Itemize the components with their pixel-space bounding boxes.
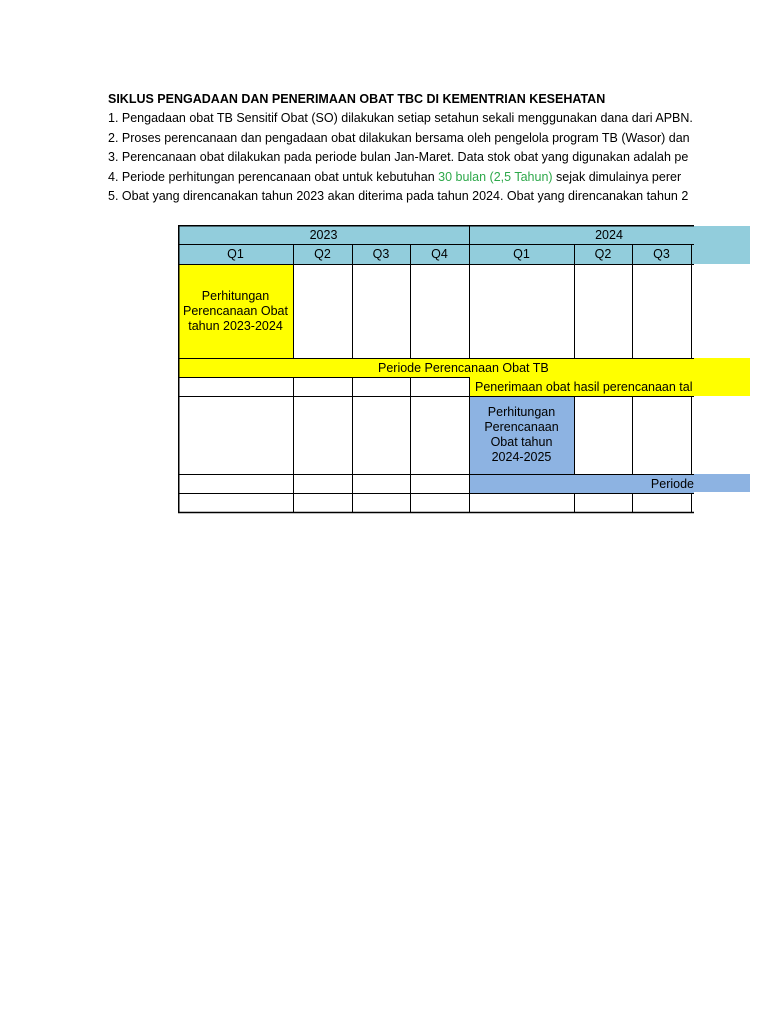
quarter-header: Q3: [653, 247, 670, 261]
note-line-3: 3. Perencanaan obat dilakukan pada periode bulan Jan-Maret. Data stok obat yang digunakan adalah pe: [108, 150, 689, 164]
document-text: [108, 90, 695, 207]
plan-2024-2025-label: Perhitungan Perencanaan Obat tahun 2024-2025: [484, 405, 559, 464]
plan-2023-2024-label: Perhitungan Perencanaan Obat tahun 2023-2024: [183, 288, 288, 333]
receipt-label: Penerimaan obat hasil perencanaan tal: [475, 379, 693, 394]
plan-period-label: Periode Perencanaan Obat TB: [378, 360, 549, 375]
note-line-1: 1. Pengadaan obat TB Sensitif Obat (SO) dilakukan setiap setahun sekali menggunakan dana dari APBN.: [108, 111, 693, 125]
note-line-4-before: 4. Periode perhitungan perencanaan obat untuk kebutuhan: [108, 169, 439, 184]
document-title: SIKLUS PENGADAAN DAN PENERIMAAN OBAT TBC DI KEMENTRIAN KESEHATAN: [108, 92, 606, 106]
quarter-header: Q4: [431, 247, 448, 261]
quarter-header: Q2: [314, 247, 331, 261]
year-2023-header: 2023: [309, 227, 338, 242]
note-line-4: [108, 168, 695, 188]
quarter-header: Q1: [513, 247, 530, 261]
plan-overflow-cell: [694, 358, 750, 396]
note-line-2: 2. Proses perencanaan dan pengadaan obat dilakukan bersama oleh pengelola program TB (Wasor) dan: [108, 130, 690, 145]
note-line-4-highlight: 30 bulan (2,5 Tahun): [438, 169, 553, 184]
quarter-header: Q1: [227, 247, 244, 261]
schedule-table: [178, 225, 694, 514]
quarter-header: Q3: [372, 247, 390, 261]
header-overflow-cell: [694, 226, 750, 264]
period-bar-2-label: Periode: [650, 476, 694, 491]
note-line-4-after: sejak dimulainya perer: [552, 169, 682, 184]
year-2024-header: 2024: [595, 227, 623, 242]
quarter-header: Q2: [594, 247, 612, 261]
table-grid-lines: [178, 225, 694, 514]
note-line-5: 5. Obat yang direncanakan tahun 2023 akan diterima pada tahun 2024. Obat yang direncanakan tahun 2: [108, 189, 689, 203]
period-overflow-cell: [694, 474, 750, 492]
